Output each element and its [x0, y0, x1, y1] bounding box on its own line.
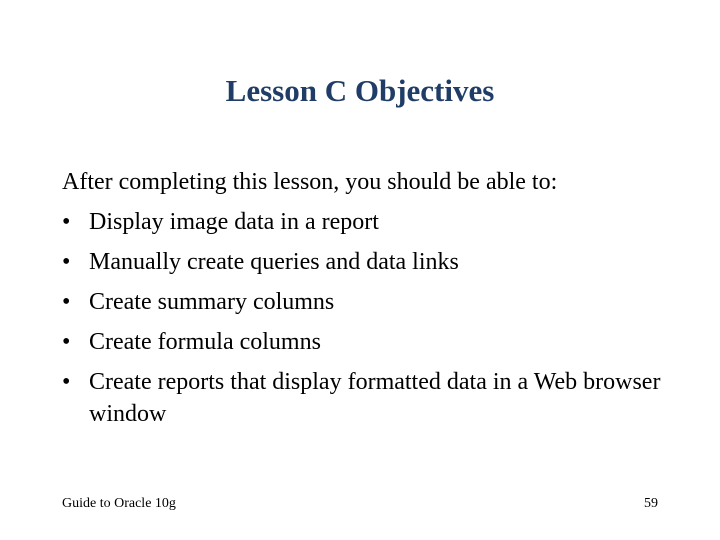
list-item-text: Create formula columns [89, 329, 321, 355]
page-number: 59 [644, 496, 658, 511]
list-item-text: Display image data in a report [89, 209, 379, 235]
bullet-icon: • [62, 249, 71, 275]
list-item-text: Create reports that display formatted data in a Web browser window [89, 369, 661, 427]
list-item [62, 362, 682, 430]
list-item [62, 242, 682, 282]
slide-title: Lesson C Objectives [225, 73, 495, 108]
list-item-text: Create summary columns [89, 289, 335, 315]
bullet-icon: • [62, 289, 71, 315]
list-item [62, 282, 682, 322]
slide-body [62, 162, 682, 430]
list-item-text: Manually create queries and data links [89, 249, 459, 275]
bullet-icon: • [62, 329, 71, 355]
intro-text: After completing this lesson, you should be able to: [62, 169, 558, 195]
bullet-icon: • [62, 369, 71, 395]
bullet-icon: • [62, 209, 71, 235]
list-item [62, 202, 682, 242]
list-item [62, 322, 682, 362]
footer-course-title: Guide to Oracle 10g [62, 496, 176, 511]
objectives-list [62, 202, 682, 430]
